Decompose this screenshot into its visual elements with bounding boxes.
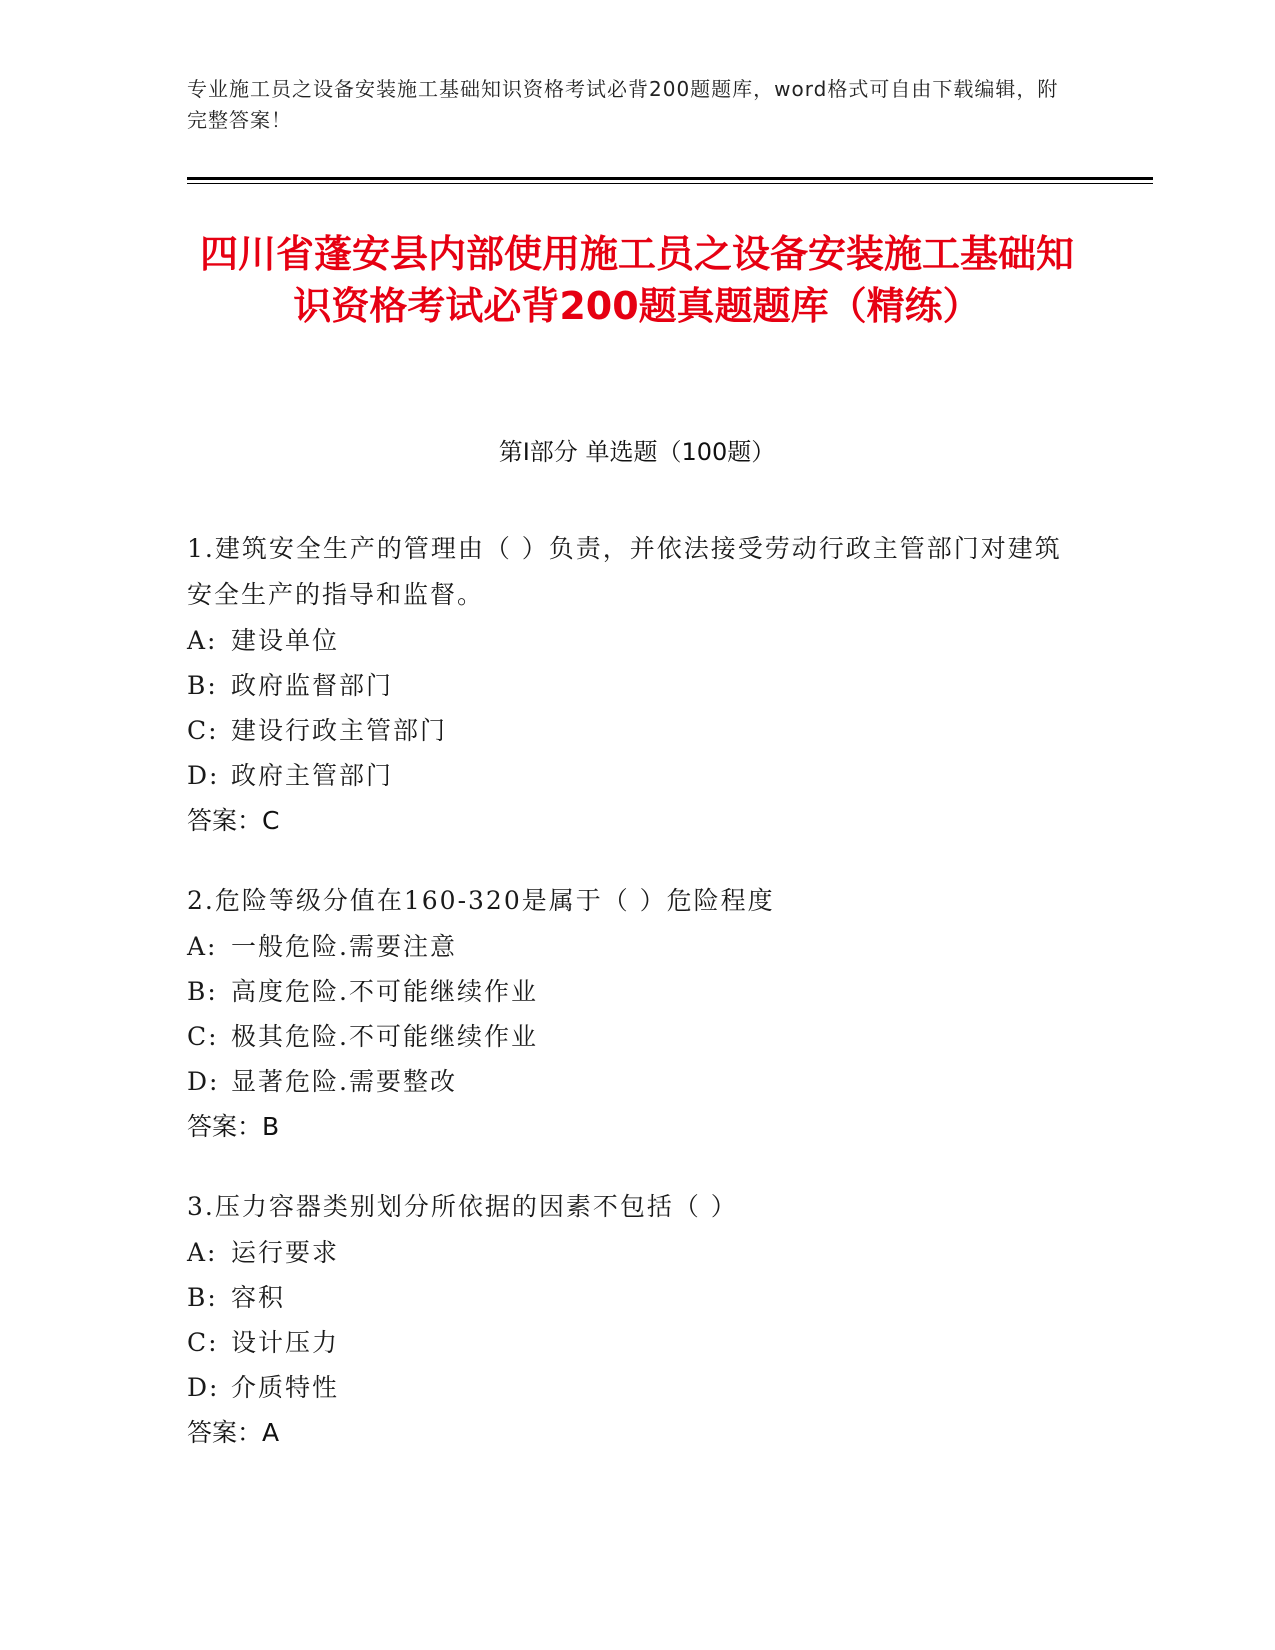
answer-line — [187, 1410, 1087, 1456]
answer-line — [187, 798, 1087, 844]
option-letter: D: — [187, 1067, 220, 1096]
option-text: 建设单位 — [231, 626, 340, 655]
option-b — [187, 663, 1087, 708]
option-c — [187, 1320, 1087, 1365]
option-a — [187, 618, 1087, 663]
header-divider-thick — [187, 177, 1153, 180]
question-list — [187, 526, 1087, 1490]
option-text: 高度危险.不可能继续作业 — [231, 977, 538, 1006]
option-a — [187, 1230, 1087, 1275]
option-letter: B: — [187, 977, 218, 1006]
question-stem: 2.危险等级分值在160-320是属于（ ）危险程度 — [187, 886, 775, 915]
answer-label: 答案： — [187, 806, 263, 835]
option-letter: D: — [187, 1373, 220, 1402]
option-text: 显著危险.需要整改 — [231, 1067, 457, 1096]
option-letter: A: — [187, 626, 218, 655]
question-3 — [187, 1184, 1087, 1456]
question-stem: 1.建筑安全生产的管理由（ ）负责，并依法接受劳动行政主管部门对建筑安全生产的指导和监督。 — [187, 534, 1062, 609]
option-letter: C: — [187, 1022, 219, 1051]
answer-label: 答案： — [187, 1112, 263, 1141]
option-a — [187, 924, 1087, 969]
option-b — [187, 1275, 1087, 1320]
option-letter: C: — [187, 716, 219, 745]
answer-line — [187, 1104, 1087, 1150]
option-letter: A: — [187, 932, 218, 961]
header-note: 专业施工员之设备安装施工基础知识资格考试必背200题题库，word格式可自由下载编辑，附完整答案！ — [187, 77, 1059, 132]
option-text: 政府主管部门 — [231, 761, 394, 790]
answer-value: B — [262, 1112, 280, 1141]
header-divider-thin — [187, 183, 1153, 184]
section-heading: 第I部分 单选题（100题） — [498, 438, 776, 466]
option-text: 运行要求 — [231, 1238, 340, 1267]
option-letter: B: — [187, 1283, 218, 1312]
document-title: 四川省蓬安县内部使用施工员之设备安装施工基础知识资格考试必背200题真题题库（精练） — [199, 232, 1074, 328]
answer-label: 答案： — [187, 1418, 263, 1447]
question-2 — [187, 878, 1087, 1150]
option-letter: C: — [187, 1328, 219, 1357]
option-d — [187, 1365, 1087, 1410]
option-c — [187, 1014, 1087, 1059]
option-b — [187, 969, 1087, 1014]
option-d — [187, 1059, 1087, 1104]
option-letter: B: — [187, 671, 218, 700]
option-text: 设计压力 — [231, 1328, 340, 1357]
question-stem: 3.压力容器类别划分所依据的因素不包括（ ） — [187, 1192, 738, 1221]
option-text: 一般危险.需要注意 — [231, 932, 457, 961]
option-text: 政府监督部门 — [231, 671, 394, 700]
answer-value: A — [262, 1418, 280, 1447]
question-1 — [187, 526, 1087, 844]
answer-value: C — [262, 806, 280, 835]
option-letter: A: — [187, 1238, 218, 1267]
option-text: 极其危险.不可能继续作业 — [231, 1022, 538, 1051]
option-letter: D: — [187, 761, 220, 790]
option-text: 容积 — [231, 1283, 286, 1312]
option-text: 建设行政主管部门 — [231, 716, 448, 745]
option-c — [187, 708, 1087, 753]
option-d — [187, 753, 1087, 798]
option-text: 介质特性 — [231, 1373, 340, 1402]
